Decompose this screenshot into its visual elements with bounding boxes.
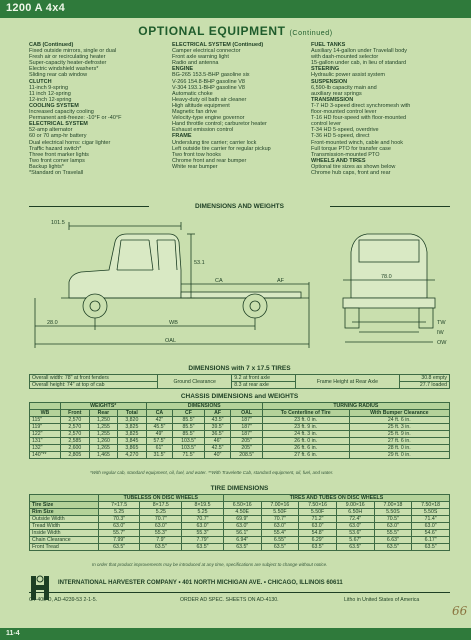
tire-dimensions-table: [29, 494, 450, 551]
tire-cell: 63.5": [261, 544, 299, 551]
chassis-cell: 119": [30, 424, 61, 431]
tire-cell: Front Tread: [30, 544, 99, 551]
tires-tubes-header: TIRES AND TUBES ON DISC WHEELS: [223, 495, 449, 502]
tire-cell: 63.5": [299, 544, 337, 551]
ground-clearance-rear: 8.3 at rear axle: [232, 382, 296, 389]
chassis-cell: 132": [30, 445, 61, 452]
tire-cell: 5.50F: [299, 509, 337, 516]
equipment-item: auxiliary rear springs: [311, 90, 362, 97]
dim-ow-label: OW: [437, 340, 447, 346]
ground-clearance-label: Ground Clearance: [158, 375, 232, 389]
tire-cell: 63.5": [374, 544, 412, 551]
equipment-item: Backup lights*: [29, 163, 64, 170]
equipment-column-3: [311, 42, 451, 176]
footer-bar: [0, 628, 471, 640]
tire-cell: 72.4": [336, 516, 374, 523]
tire-cell: 6.29": [299, 537, 337, 544]
table-row: [30, 544, 450, 551]
truck-dimension-diagram: [29, 212, 450, 358]
chassis-cell: 1,260: [89, 438, 117, 445]
tire-cell: 5.25: [182, 509, 224, 516]
equipment-item: Left outside tire carrier for regular pickup: [172, 145, 271, 152]
chassis-cell: 49": [146, 431, 173, 438]
tire-cell: 70.7": [182, 516, 224, 523]
tire-cell: 63.0": [182, 523, 224, 530]
tire-cell: 63.5": [98, 544, 140, 551]
tire-dimensions-heading: [29, 484, 450, 493]
section-heading: ELECTRICAL SYSTEM: [29, 121, 88, 128]
tire-cell: Tire Size: [30, 502, 99, 509]
chassis-cell: 2,570: [60, 431, 89, 438]
tire-cell: 63.5": [140, 544, 182, 551]
dim-53-1-label: 53.1: [194, 260, 205, 266]
tire-cell: 71.4": [412, 516, 450, 523]
equipment-item: Velocity-type engine governor: [172, 115, 245, 122]
tire-cell: 7.99": [98, 537, 140, 544]
tubeless-header: TUBELESS ON DISC WHEELS: [98, 495, 223, 502]
section-heading: WHEELS AND TIRES: [311, 157, 366, 164]
equipment-item: 60 or 70 amp-hr battery: [29, 133, 87, 140]
tires7-table: [29, 374, 450, 389]
litho-note: Litho in United States of America: [344, 597, 420, 603]
equipment-item: Traffic hazard switch*: [29, 145, 82, 152]
chassis-cell: 24 ft. 3 in.: [262, 431, 349, 438]
tire-cell: 63.0": [98, 523, 140, 530]
tire-cell: 63.5": [336, 544, 374, 551]
tire-cell: 6.50×16: [223, 502, 261, 509]
equipment-item: V-266 154.8-BHP gasoline V8: [172, 78, 245, 85]
overall-height-cell: Overall height: 74" at top of cab: [30, 382, 158, 389]
tire-cell: 63.5": [182, 544, 224, 551]
chassis-cell: 42.5": [204, 445, 231, 452]
chassis-cell: 1,250: [89, 417, 117, 424]
dim-ca-label: CA: [215, 278, 223, 284]
equipment-item: Front-mounted winch, cable and hook: [311, 139, 404, 146]
tire-cell: 55.7": [98, 530, 140, 537]
equipment-item: V-304 193.1-BHP gasoline V8: [172, 84, 245, 91]
equipment-item: Exhaust emission control: [172, 127, 234, 134]
weights-header: WEIGHTS*: [60, 403, 146, 410]
tire-cell: 63.0": [223, 523, 261, 530]
equipment-item: with dash-mounted selector: [311, 54, 379, 61]
chassis-cell: 2,600: [60, 445, 89, 452]
dim-78-0-label: 78.0: [381, 274, 392, 280]
tire-cell: 63.5": [412, 544, 450, 551]
equipment-item: Auxiliary 14-gallon under Travelall body: [311, 48, 407, 55]
table-row: [30, 537, 450, 544]
tire-cell: 63.0": [336, 523, 374, 530]
overall-width-cell: Overall width: 78" at front fenders: [30, 375, 158, 382]
tire-cell: 6.55": [261, 537, 299, 544]
equipment-item: Chrome hub caps, front and rear: [311, 169, 391, 176]
chassis-cell: 39.5": [204, 424, 231, 431]
chassis-cell: 115": [30, 417, 61, 424]
chassis-cell: 205": [231, 445, 262, 452]
form-codes: CT-400-D, AD-4239-53 2-1-5.: [29, 597, 98, 603]
equipment-item: Sliding rear cab window: [29, 72, 88, 79]
equipment-item: Automatic choke: [172, 90, 213, 97]
frame-height-loaded: 27.7 loaded: [399, 382, 449, 389]
chassis-cell: 85.5": [173, 424, 204, 431]
chassis-cell: 205": [231, 438, 262, 445]
chassis-cell: 1,255: [89, 424, 117, 431]
chassis-cell: 103.5": [173, 438, 204, 445]
equipment-item: 11 inch 12-spring: [29, 90, 71, 97]
chassis-heading: [29, 392, 450, 401]
chassis-cell: 45.5": [146, 424, 173, 431]
tire-cell: 5.50S: [412, 509, 450, 516]
chassis-column-header: Total: [118, 410, 146, 417]
chassis-cell: 2,585: [60, 438, 89, 445]
tire-cell: Inside Width: [30, 530, 99, 537]
equipment-item: 15-gallon under cab, in lieu of standard: [311, 60, 407, 67]
tire-cell: 7.50×16: [299, 502, 337, 509]
footer-divider: [29, 592, 450, 593]
chassis-cell: 25 ft. 3 in.: [349, 424, 449, 431]
table-row: [30, 523, 450, 530]
tire-cell: 70.7": [261, 516, 299, 523]
equipment-item: floor-mounted control lever: [311, 109, 377, 116]
tire-cell: 7.79": [182, 537, 224, 544]
chassis-cell: 1,265: [89, 445, 117, 452]
chassis-column-header: WB: [30, 410, 61, 417]
tire-cell: 5.25: [140, 509, 182, 516]
chassis-cell: 140"**: [30, 452, 61, 459]
tire-cell: 55.3": [140, 530, 182, 537]
tire-cell: Outside Width: [30, 516, 99, 523]
equipment-item: Optional tire sizes as shown below: [311, 163, 396, 170]
tire-cell: 4.50E: [223, 509, 261, 516]
chassis-cell: 61": [146, 445, 173, 452]
tire-cell: Rim Size: [30, 509, 99, 516]
dim-oal-label: OAL: [165, 338, 177, 344]
tire-cell: 70.7": [140, 516, 182, 523]
tires7-heading: [29, 364, 450, 373]
chassis-cell: 85.5": [173, 431, 204, 438]
table-row: [30, 452, 450, 459]
table-row: [30, 438, 450, 445]
equipment-item: Radio and antenna: [172, 60, 219, 67]
tire-cell: 63.0": [374, 523, 412, 530]
tire-cell: 7.00×16: [261, 502, 299, 509]
equipment-item: 11-inch 9-spring: [29, 84, 69, 91]
title-continued: (Continued): [289, 30, 333, 37]
tire-cell: 6.17": [412, 537, 450, 544]
table-row: [30, 502, 450, 509]
equipment-item: Dual electrical horns: cigar lighter: [29, 139, 111, 146]
dimensions-weights-title: DIMENSIONS AND WEIGHTS: [195, 203, 284, 210]
chassis-cell: 31.5": [146, 452, 173, 459]
chassis-cell: 2,570: [60, 417, 89, 424]
equipment-item: Super-capacity heater-defroster: [29, 60, 107, 67]
chassis-cell: 43.5": [204, 417, 231, 424]
chassis-cell: 187": [231, 417, 262, 424]
tire-cell: 70.5": [374, 516, 412, 523]
equipment-item: Hand throttle control; carburetor heater: [172, 121, 267, 128]
tire-cell: 70.3": [98, 516, 140, 523]
frame-height-empty: 30.8 empty: [399, 375, 449, 382]
model-label: 1200 A 4x4: [6, 2, 66, 14]
equipment-item: Two front tow hooks: [172, 151, 221, 158]
table-row: [30, 431, 450, 438]
tire-cell: 55.4": [261, 530, 299, 537]
dimensions-weights-heading: [29, 202, 450, 211]
chassis-cell: 208.5": [231, 452, 262, 459]
tire-cell: 63.0": [140, 523, 182, 530]
dimensions-header: DIMENSIONS: [146, 403, 262, 410]
chassis-cell: 103.5": [173, 445, 204, 452]
equipment-item: BG-265 153.5-BHP gasoline six: [172, 72, 250, 79]
section-heading: ELECTRICAL SYSTEM (Continued): [172, 42, 264, 48]
handwritten-number: 66: [452, 604, 468, 618]
turning-radius-header: TURNING RADIUS: [262, 403, 449, 410]
chassis-column-header: AF: [204, 410, 231, 417]
equipment-column-2: [172, 42, 308, 170]
section-heading: ENGINE: [172, 66, 194, 73]
tire-cell: 8×17.5: [140, 502, 182, 509]
table-row: [30, 424, 450, 431]
tire-cell: Tread Width: [30, 523, 99, 530]
tire-cell: 55.5": [374, 530, 412, 537]
section-heading: FUEL TANKS: [311, 42, 346, 48]
dim-wb-label: WB: [169, 320, 178, 326]
tire-cell: 6.63": [374, 537, 412, 544]
tire-cell: 56.1": [223, 530, 261, 537]
equipment-item: Front axle warning light: [172, 54, 229, 61]
page-title: [0, 24, 471, 38]
equipment-item: T-36 HD 5-speed, direct: [311, 133, 370, 140]
chassis-cell: 40": [204, 452, 231, 459]
table-row: [30, 509, 450, 516]
tire-cell: 69.9": [223, 516, 261, 523]
chassis-cell: 3,825: [118, 424, 146, 431]
equipment-item: Chrome front and rear bumper: [172, 157, 247, 164]
dim-28-0-label: 28.0: [47, 320, 58, 326]
chassis-cell: 71.5": [173, 452, 204, 459]
order-note: ORDER AD SPEC. SHEETS ON AD-4130.: [180, 597, 279, 603]
tire-dimensions-footnote: In order that product improvements may be introduced at any time, specifications are subject to change without notice.: [92, 562, 328, 567]
equipment-item: Underslung tire carrier; carrier lock: [172, 139, 257, 146]
section-heading: CAB (Continued): [29, 42, 74, 48]
equipment-item: T-7 HD 3-speed direct synchromesh with: [311, 102, 411, 109]
equipment-item: Permanent anti-freeze: -10°F or -40°F: [29, 115, 122, 122]
chassis-cell: 2,570: [60, 424, 89, 431]
tire-cell: 7.9": [140, 537, 182, 544]
equipment-item: T-16 HD four-speed with floor-mounted: [311, 115, 407, 122]
equipment-item: 52-amp alternator: [29, 127, 73, 134]
chassis-cell: 3,845: [118, 438, 146, 445]
equipment-column-1: [29, 42, 169, 176]
equipment-item: Camper electrical connector: [172, 48, 241, 55]
chassis-cell: 3,825: [118, 431, 146, 438]
equipment-item: Electric windshield washers*: [29, 66, 99, 73]
ground-clearance-front: 9.2 at front axle: [232, 375, 296, 382]
tire-cell: 54.8": [299, 530, 337, 537]
chassis-column-header: OAL: [231, 410, 262, 417]
equipment-item: *Standard on Travelall: [29, 169, 84, 176]
equipment-item: control lever: [311, 121, 341, 128]
equipment-item: Three front marker lights: [29, 151, 89, 158]
tire-cell: 6.94": [223, 537, 261, 544]
tire-cell: 9.00×16: [336, 502, 374, 509]
equipment-item: Full torque PTO for transfer case: [311, 145, 391, 152]
chassis-column-header: CA: [146, 410, 173, 417]
chassis-cell: 42": [146, 417, 173, 424]
tire-cell: 63.0": [261, 523, 299, 530]
section-heading: COOLING SYSTEM: [29, 102, 79, 109]
equipment-item: High altitude equipment: [172, 102, 230, 109]
chassis-cell: 24 ft. 6 in.: [349, 417, 449, 424]
chassis-cell: 27 ft. 6 in.: [262, 452, 349, 459]
chassis-cell: 2,805: [60, 452, 89, 459]
chassis-cell: 46": [204, 438, 231, 445]
chassis-cell: 26 ft. 0 in.: [262, 438, 349, 445]
chassis-cell: 187": [231, 431, 262, 438]
equipment-item: Fresh air or recirculating heater: [29, 54, 106, 61]
table-row: [30, 417, 450, 424]
equipment-item: Hydraulic power assist system: [311, 72, 385, 79]
tires7-title: DIMENSIONS with 7 x 17.5 TIRES: [188, 365, 291, 372]
chassis-cell: 1,255: [89, 431, 117, 438]
chassis-cell: 131": [30, 438, 61, 445]
equipment-item: 6,590-lb capacity main and: [311, 84, 377, 91]
equipment-item: Transmission-mounted PTO: [311, 151, 380, 158]
chassis-cell: 3,865: [118, 445, 146, 452]
chassis-cell: 23 ft. 9 in.: [262, 424, 349, 431]
equipment-item: Fixed outside mirrors, single or dual: [29, 48, 117, 55]
tire-cell: Chain Clearance: [30, 537, 99, 544]
dim-af-label: AF: [277, 278, 285, 284]
chassis-cell: 85.5": [173, 417, 204, 424]
tire-cell: 71.2": [299, 516, 337, 523]
chassis-cell: 57.5": [146, 438, 173, 445]
tire-cell: 7.50×18: [412, 502, 450, 509]
tire-cell: 55.3": [182, 530, 224, 537]
table-row: [30, 445, 450, 452]
equipment-item: Magnetic fan drive: [172, 109, 217, 116]
dim-tw-label: TW: [437, 320, 446, 326]
chassis-table: [29, 402, 450, 459]
tire-cell: 63.0": [412, 523, 450, 530]
tire-cell: 5.25: [98, 509, 140, 516]
tire-cell: 6.50H: [336, 509, 374, 516]
tire-cell: 5.67": [336, 537, 374, 544]
chassis-column-header: To Centerline of Tire: [262, 410, 349, 417]
section-heading: STEERING: [311, 66, 340, 73]
chassis-column-header: CF: [173, 410, 204, 417]
dim-101-5-label: 101.5: [51, 220, 65, 226]
header-bar: [0, 0, 471, 18]
chassis-cell: 36.5": [204, 431, 231, 438]
equipment-item: White rear bumper: [172, 163, 218, 170]
chassis-footnote: *With regular cab, standard equipment, oil, fuel, and water. **With Travelette Cab, standard equipment, oil, fuel, and water.: [90, 470, 334, 475]
table-row: [30, 530, 450, 537]
chassis-cell: 26 ft. 6 in.: [262, 445, 349, 452]
table-row: [30, 516, 450, 523]
chassis-cell: 4,270: [118, 452, 146, 459]
tire-cell: 7×17.5: [98, 502, 140, 509]
company-address: INTERNATIONAL HARVESTER COMPANY • 401 NORTH MICHIGAN AVE. • CHICAGO, ILLINOIS 60611: [58, 580, 343, 586]
title-main: OPTIONAL EQUIPMENT: [138, 24, 286, 38]
equipment-item: Increased capacity cooling: [29, 109, 94, 116]
frame-height-label: Frame Height at Rear Axle: [296, 375, 400, 389]
chassis-cell: 25 ft. 9 in.: [349, 431, 449, 438]
tire-dimensions-title: TIRE DIMENSIONS: [210, 485, 269, 492]
tire-cell: 53.6": [336, 530, 374, 537]
tire-cell: 63.5": [223, 544, 261, 551]
chassis-title: CHASSIS DIMENSIONS and WEIGHTS: [180, 393, 299, 400]
tire-cell: 63.0": [299, 523, 337, 530]
page-number: 11-4: [6, 630, 20, 637]
chassis-column-header: With Bumper Clearance: [349, 410, 449, 417]
chassis-cell: 122": [30, 431, 61, 438]
tire-cell: 5.50S: [374, 509, 412, 516]
chassis-cell: 29 ft. 0 in.: [349, 452, 449, 459]
chassis-cell: 27 ft. 6 in.: [349, 438, 449, 445]
equipment-item: Heavy-duty oil bath air cleaner: [172, 96, 247, 103]
chassis-column-header: Rear: [89, 410, 117, 417]
dim-iw-label: IW: [437, 330, 444, 336]
tire-cell: 7.00×18: [374, 502, 412, 509]
section-heading: CLUTCH: [29, 78, 52, 85]
chassis-cell: 28 ft. 0 in.: [349, 445, 449, 452]
section-heading: TRANSMISSION: [311, 96, 354, 103]
section-heading: SUSPENSION: [311, 78, 348, 85]
equipment-item: 12-inch 12-spring: [29, 96, 72, 103]
section-heading: FRAME: [172, 133, 192, 140]
chassis-cell: 23 ft. 0 in.: [262, 417, 349, 424]
chassis-cell: 1,465: [89, 452, 117, 459]
tire-cell: 54.6": [412, 530, 450, 537]
equipment-item: T-34 HD 5-speed, overdrive: [311, 127, 379, 134]
chassis-cell: 187": [231, 424, 262, 431]
chassis-cell: 3,820: [118, 417, 146, 424]
chassis-column-header: Front: [60, 410, 89, 417]
tire-cell: 8×19.5: [182, 502, 224, 509]
equipment-item: Two front corner lamps: [29, 157, 85, 164]
tire-cell: 5.50F: [261, 509, 299, 516]
